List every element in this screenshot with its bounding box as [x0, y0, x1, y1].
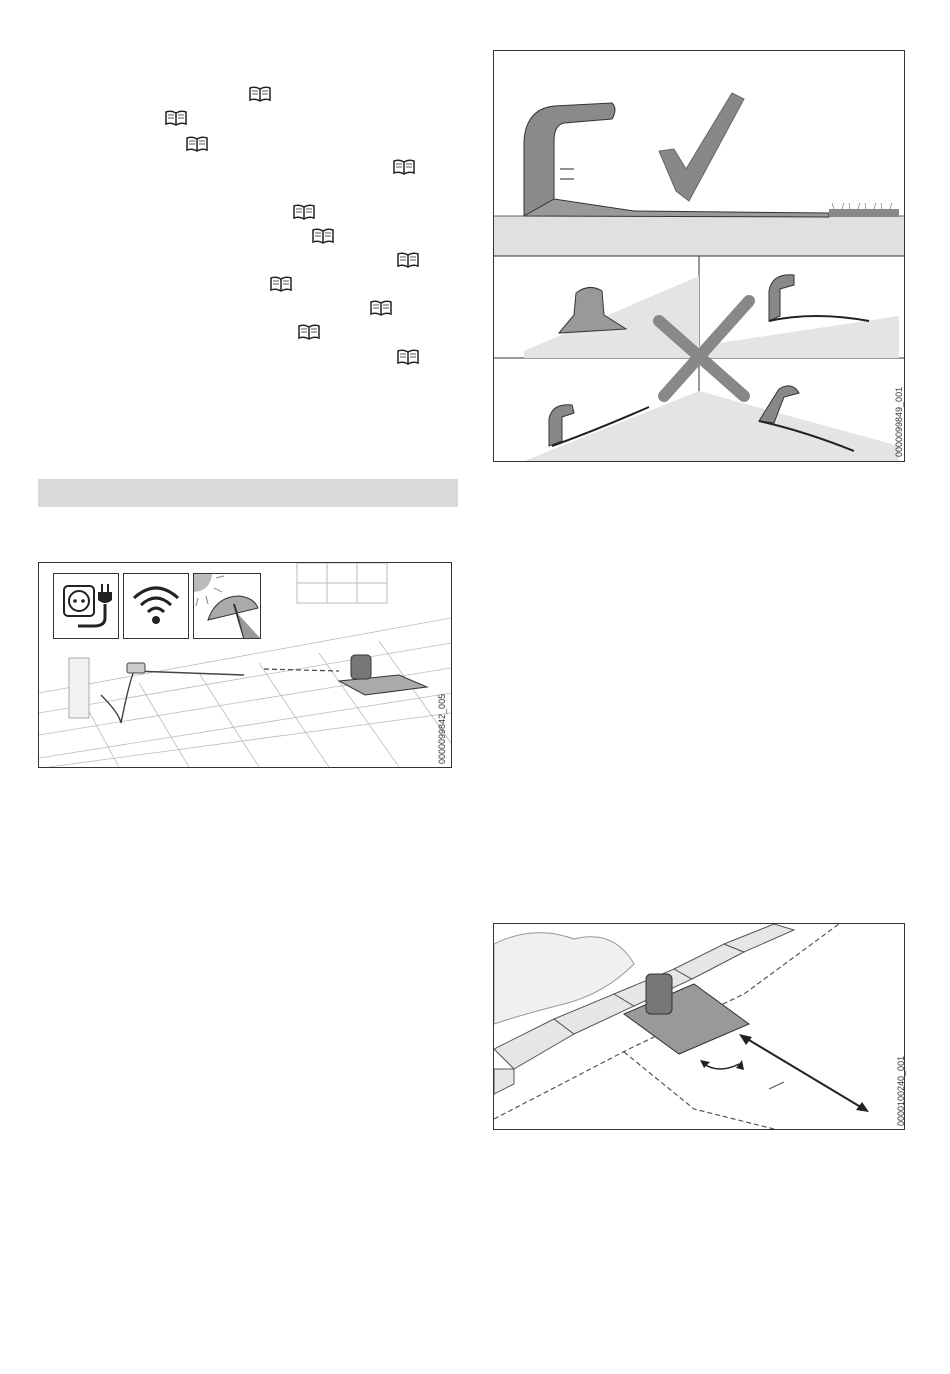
book-icon	[298, 324, 320, 340]
figure-code: 0000099849_001	[894, 386, 904, 457]
power-socket-icon	[53, 573, 119, 639]
check-mark-icon	[659, 93, 744, 201]
book-icon	[312, 228, 334, 244]
figure-code: 0000099842_005	[437, 693, 447, 764]
book-icon	[370, 300, 392, 316]
book-icon	[186, 136, 208, 152]
wifi-signal-icon	[123, 573, 189, 639]
figure-placement-conditions	[38, 562, 452, 768]
book-icon	[270, 276, 292, 292]
sun-umbrella-icon	[193, 573, 261, 639]
figure-code: 0000100240_001	[896, 1055, 906, 1126]
figure-docking-surface	[493, 50, 905, 462]
book-icon	[165, 110, 187, 126]
book-icon	[249, 86, 271, 102]
book-icon	[293, 204, 315, 220]
book-icon	[397, 349, 419, 365]
book-icon	[397, 252, 419, 268]
book-icon	[393, 159, 415, 175]
section-heading-bar	[38, 479, 458, 507]
figure-edge-alignment	[493, 923, 905, 1130]
